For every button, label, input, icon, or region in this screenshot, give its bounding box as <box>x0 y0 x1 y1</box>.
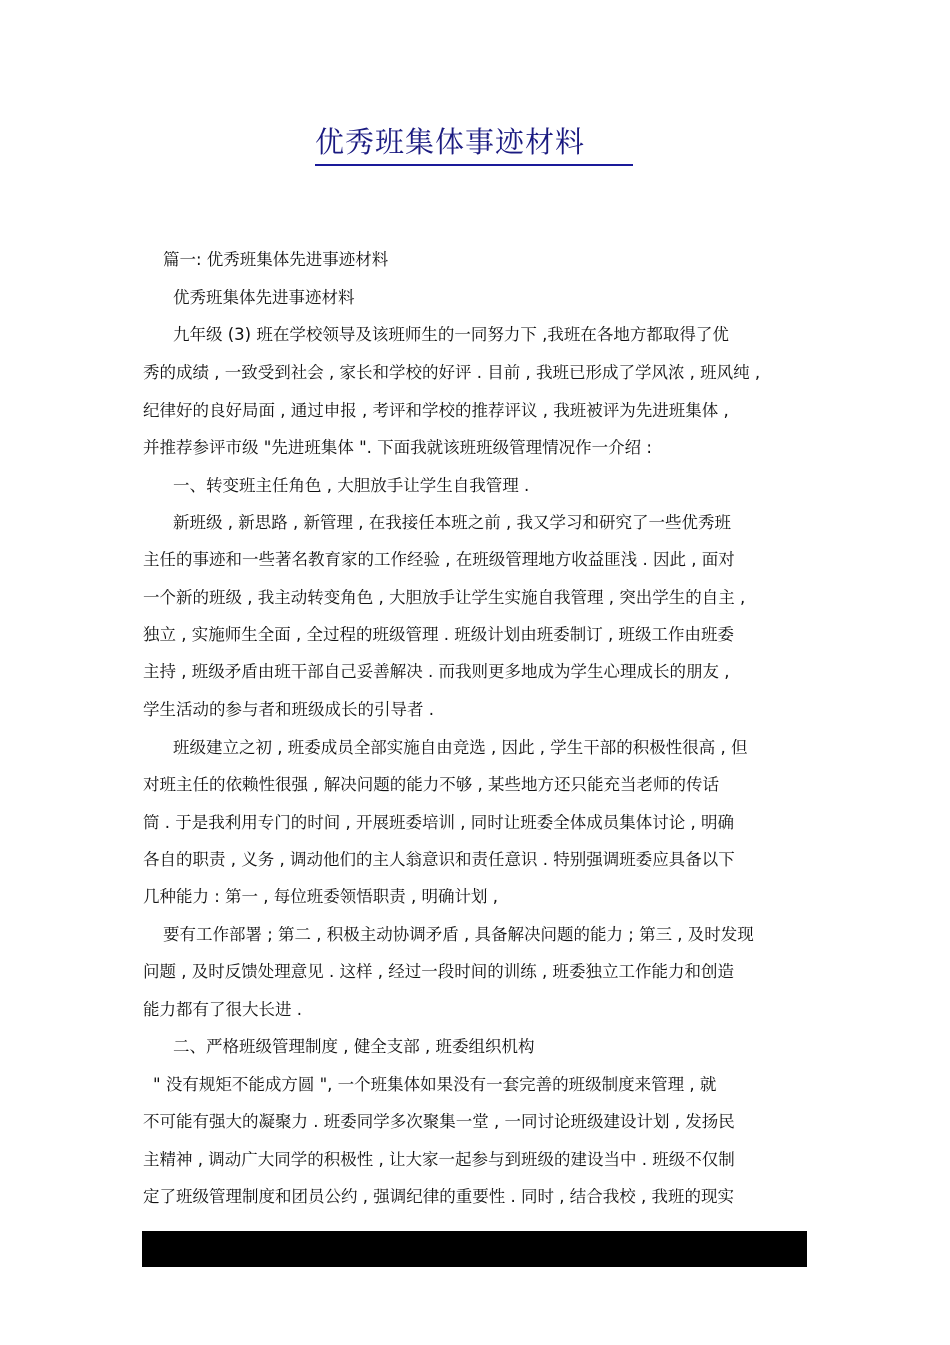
paragraph-line: 独立 , 实施师生全面 , 全过程的班级管理 . 班级计划由班委制订 , 班级工作由班委 <box>143 625 734 644</box>
paragraph-line: 并推荐参评市级 "先进班集体 ". 下面我就该班班级管理情况作一介绍 : <box>143 438 652 457</box>
paragraph-line: 筒 . 于是我利用专门的时间 , 开展班委培训 , 同时让班委全体成员集体讨论 , 明确 <box>143 813 734 832</box>
paragraph-line: 不可能有强大的凝聚力 . 班委同学多次聚集一堂 , 一同讨论班级建设计划 , 发扬民 <box>143 1112 735 1131</box>
paragraph-line: 学生活动的参与者和班级成长的引导者 . <box>143 700 434 719</box>
paragraph-line: 主持 , 班级矛盾由班干部自己妥善解决 . 而我则更多地成为学生心理成长的朋友 , <box>143 662 730 681</box>
paragraph-line: 纪律好的良好局面 , 通过申报 , 考评和学校的推荐评议 , 我班被评为先进班集体 , <box>143 401 729 420</box>
paragraph-line: 主精神 , 调动广大同学的积极性 , 让大家一起参与到班级的建设当中 . 班级不仅制 <box>143 1150 735 1169</box>
paragraph-line: 各自的职责 , 义务 , 调动他们的主人翁意识和责任意识 . 特别强调班委应具备以下 <box>143 850 735 869</box>
paragraph-line: 一个新的班级 , 我主动转变角色 , 大胆放手让学生实施自我管理 , 突出学生的自主 , <box>143 588 746 607</box>
paragraph-line: 主任的事迹和一些著名教育家的工作经验 , 在班级管理地方收益匪浅 . 因此 , 面对 <box>143 550 735 569</box>
document-title: 优秀班集体事迹材料 <box>315 124 633 166</box>
paragraph-line: 秀的成绩 , 一致受到社会 , 家长和学校的好评 . 目前 , 我班已形成了学风浓 , 班风纯 , <box>143 363 761 382</box>
section-heading-3: 二、严格班级管理制度 , 健全支部 , 班委组织机构 <box>173 1037 535 1056</box>
paragraph-line: 能力都有了很大长进 . <box>143 1000 302 1019</box>
paragraph-line: 对班主任的依赖性很强 , 解决问题的能力不够 , 某些地方还只能充当老师的传话 <box>143 775 719 794</box>
section-heading-1: 篇一: 优秀班集体先进事迹材料 <box>163 250 389 269</box>
paragraph-line: 新班级 , 新思路 , 新管理 , 在我接任本班之前 , 我又学习和研究了一些优秀班 <box>173 513 731 532</box>
paragraph-line: 定了班级管理制度和团员公约 , 强调纪律的重要性 . 同时 , 结合我校 , 我班的现实 <box>143 1187 734 1206</box>
paragraph-line: 九年级 (3) 班在学校领导及该班师生的一同努力下 ,我班在各地方都取得了优 <box>173 325 729 344</box>
paragraph-line: 问题 , 及时反馈处理意见 . 这样 , 经过一段时间的训练 , 班委独立工作能力和创造 <box>143 962 734 981</box>
paragraph-line: 班级建立之初 , 班委成员全部实施自由竞选 , 因此 , 学生干部的积极性很高 , 但 <box>173 738 748 757</box>
paragraph-line: " 没有规矩不能成方圆 ", 一个班集体如果没有一套完善的班级制度来管理 , 就 <box>153 1075 717 1094</box>
section-heading-2: 一、转变班主任角色 , 大胆放手让学生自我管理 . <box>173 476 530 495</box>
subtitle: 优秀班集体先进事迹材料 <box>173 288 355 307</box>
paragraph-line: 要有工作部署 ; 第二 , 积极主动协调矛盾 , 具备解决问题的能力 ; 第三 , 及时发现 <box>163 925 754 944</box>
footer-black-bar <box>142 1231 807 1267</box>
paragraph-line: 几种能力 : 第一 , 每位班委领悟职责 , 明确计划 , <box>143 887 499 906</box>
